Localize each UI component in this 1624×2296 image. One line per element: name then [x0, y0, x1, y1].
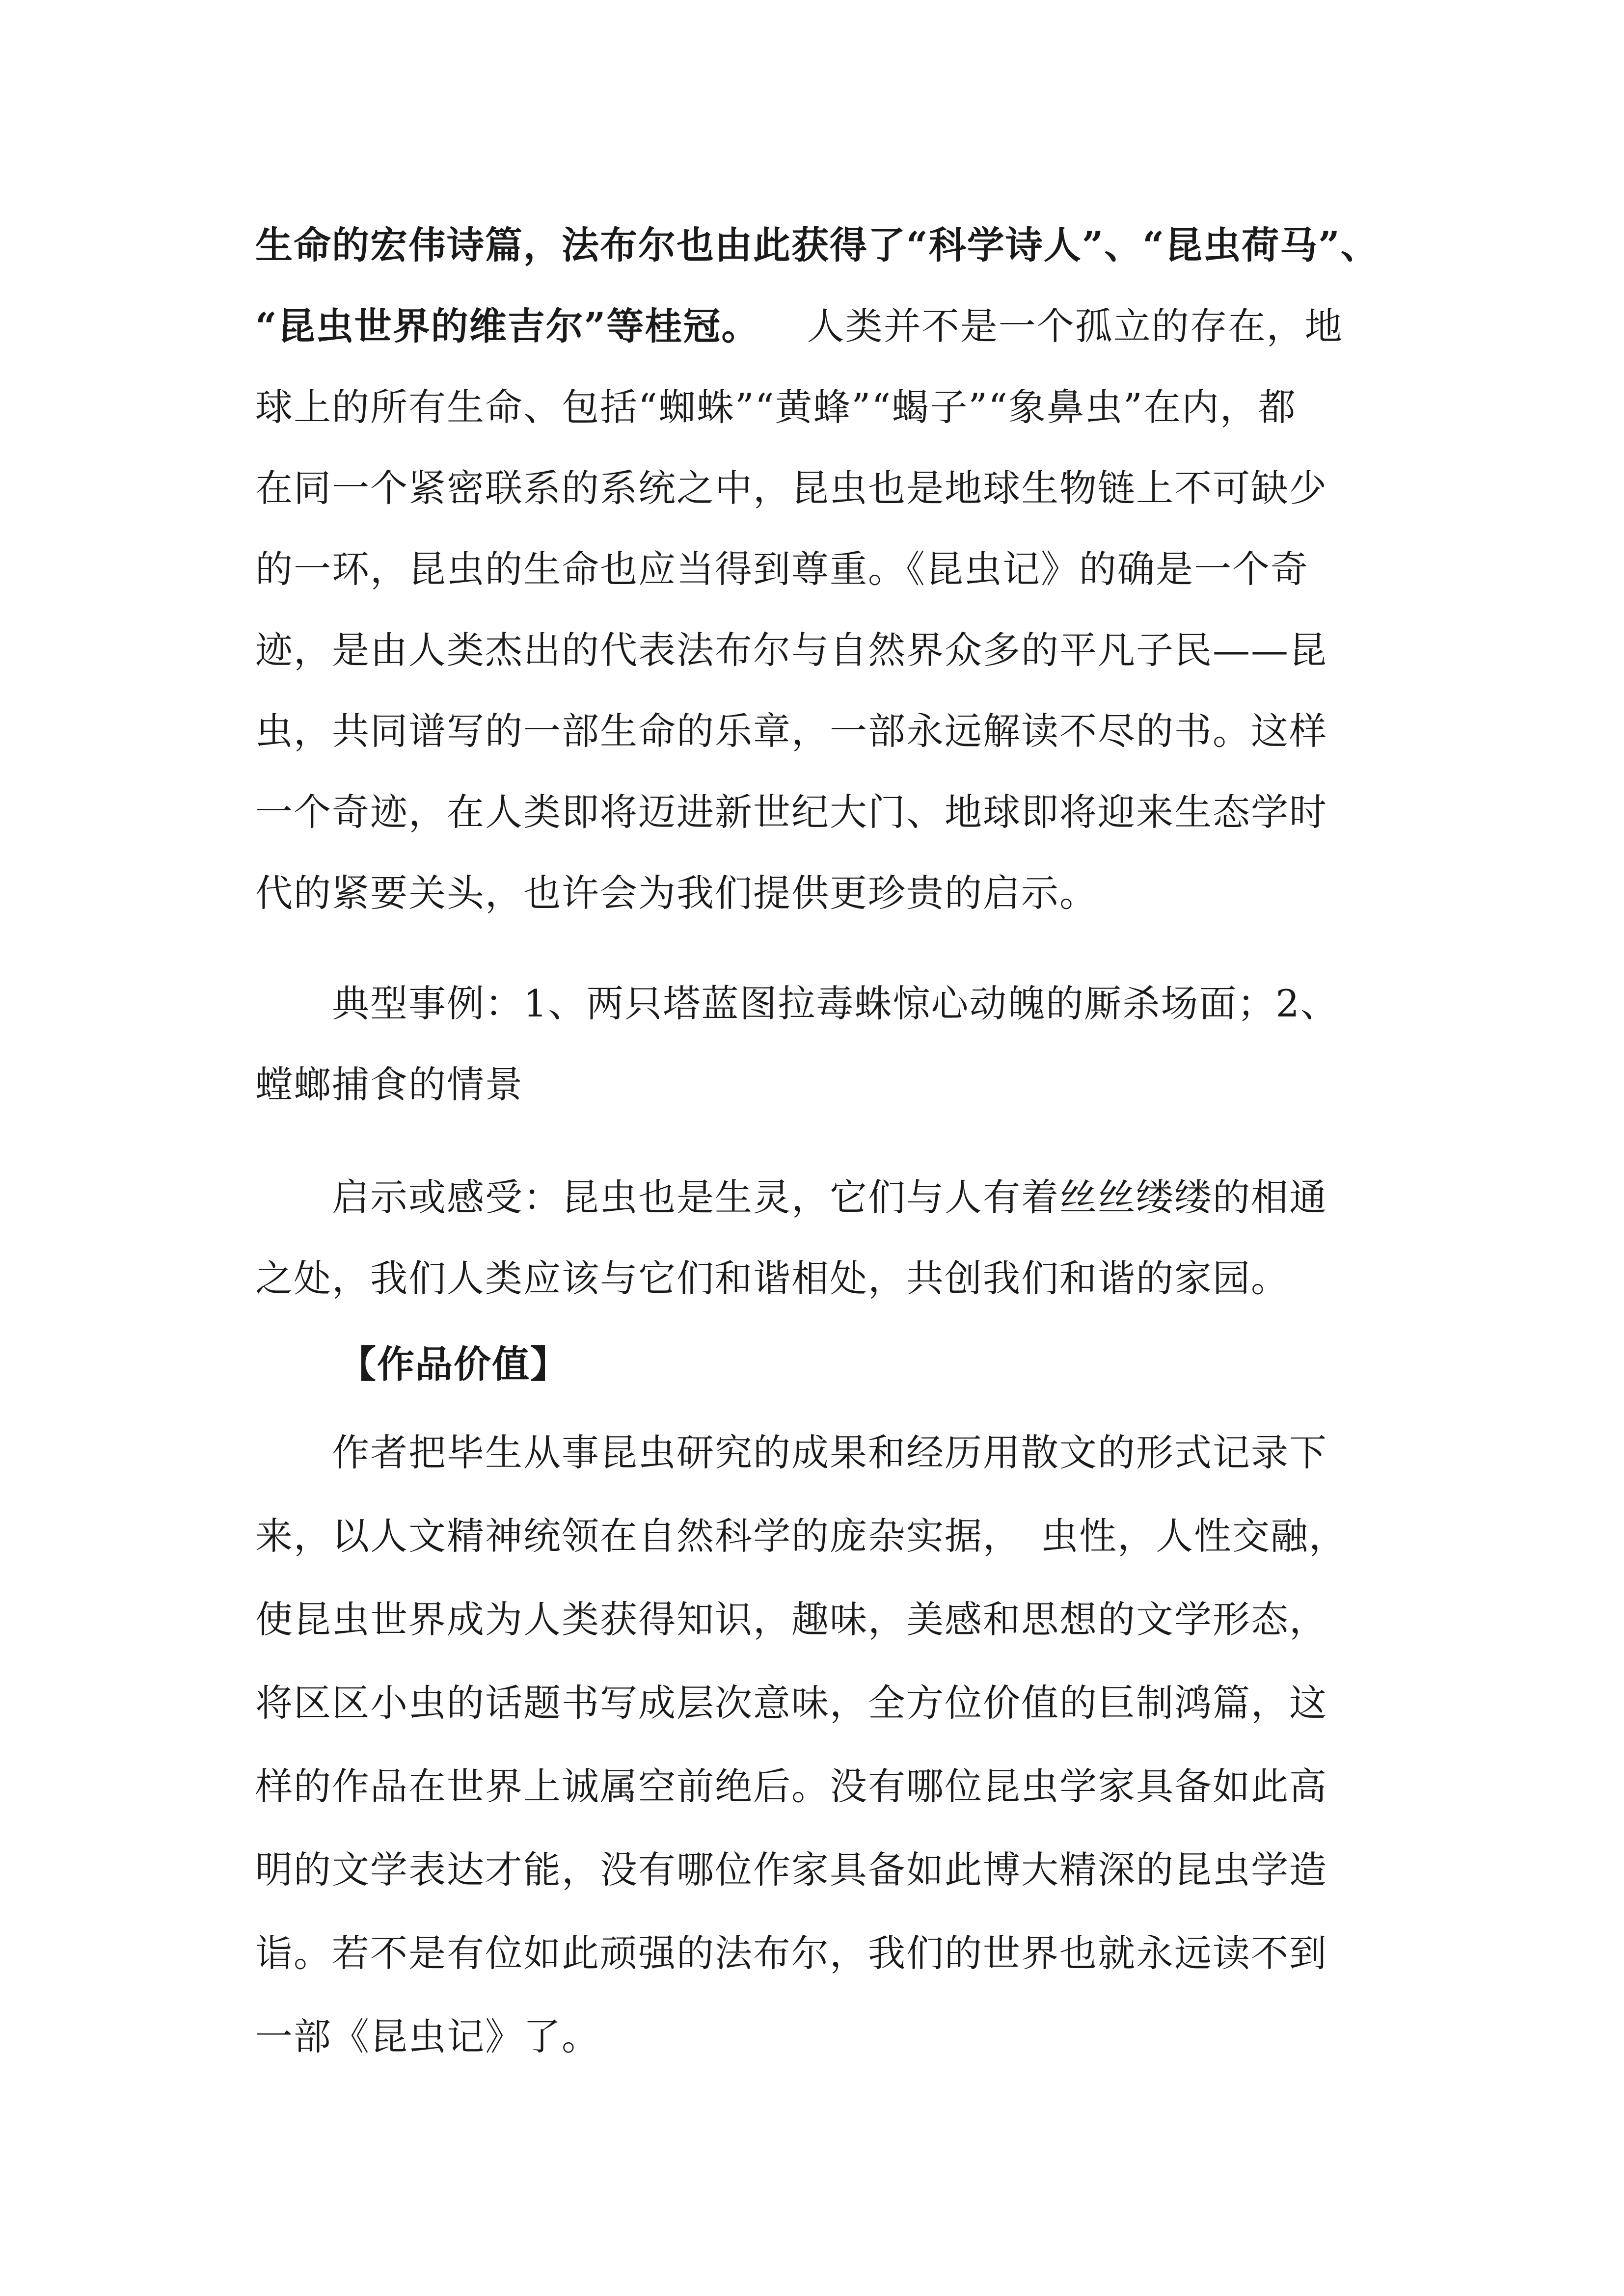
paragraph-line: 虫，共同谱写的一部生命的乐章，一部永远解读不尽的书。这样 [255, 709, 1327, 753]
example-line: 典型事例：1、两只塔蓝图拉毒蛛惊心动魄的厮杀场面；2、 [332, 982, 1339, 1025]
paragraph-line: 来，以人文精神统领在自然科学的庞杂实据， 虫性，人性交融， [255, 1514, 1347, 1558]
paragraph-line: 球上的所有生命、包括“蜘蛛”“黄蜂”“蝎子”“象鼻虫”在内，都 [255, 385, 1297, 429]
normal-text: 人类并不是一个孤立的存在，地 [807, 304, 1343, 348]
paragraph-line: 诣。若不是有位如此顽强的法布尔，我们的世界也就永远读不到 [255, 1931, 1327, 1975]
section-heading: 【作品价值】 [339, 1342, 568, 1386]
paragraph-line [255, 299, 1394, 353]
example-line: 螳螂捕食的情景 [255, 1063, 523, 1106]
paragraph-line: 在同一个紧密联系的系统之中，昆虫也是地球生物链上不可缺少 [255, 466, 1327, 510]
paragraph-line: 使昆虫世界成为人类获得知识，趣味，美感和思想的文学形态， [255, 1598, 1327, 1641]
paragraph-line: 迹，是由人类杰出的代表法布尔与自然界众多的平凡子民——昆 [255, 628, 1327, 672]
insight-line: 之处，我们人类应该与它们和谐相处，共创我们和谐的家园。 [255, 1256, 1289, 1300]
paragraph-line: 样的作品在世界上诚属空前绝后。没有哪位昆虫学家具备如此高 [255, 1764, 1327, 1808]
paragraph-line: 的一环，昆虫的生命也应当得到尊重。《昆虫记》的确是一个奇 [255, 547, 1309, 591]
paragraph-line: 作者把毕生从事昆虫研究的成果和经历用散文的形式记录下 [332, 1431, 1327, 1474]
paragraph-line: 一部《昆虫记》了。 [255, 2015, 600, 2058]
paragraph-line: 一个奇迹，在人类即将迈进新世纪大门、地球即将迎来生态学时 [255, 790, 1327, 834]
paragraph-line: 代的紧要关头，也许会为我们提供更珍贵的启示。 [255, 871, 1098, 915]
paragraph-line: 将区区小虫的话题书写成层次意味，全方位价值的巨制鸿篇，这 [255, 1681, 1327, 1725]
paragraph-line: 生命的宏伟诗篇，法布尔也由此获得了“科学诗人”、“昆虫荷马”、 [255, 223, 1379, 267]
paragraph-line: 明的文学表达才能，没有哪位作家具备如此博大精深的昆虫学造 [255, 1848, 1327, 1892]
insight-line: 启示或感受：昆虫也是生灵，它们与人有着丝丝缕缕的相通 [332, 1175, 1327, 1219]
bold-text: “昆虫世界的维吉尔”等桂冠。 [255, 304, 760, 348]
